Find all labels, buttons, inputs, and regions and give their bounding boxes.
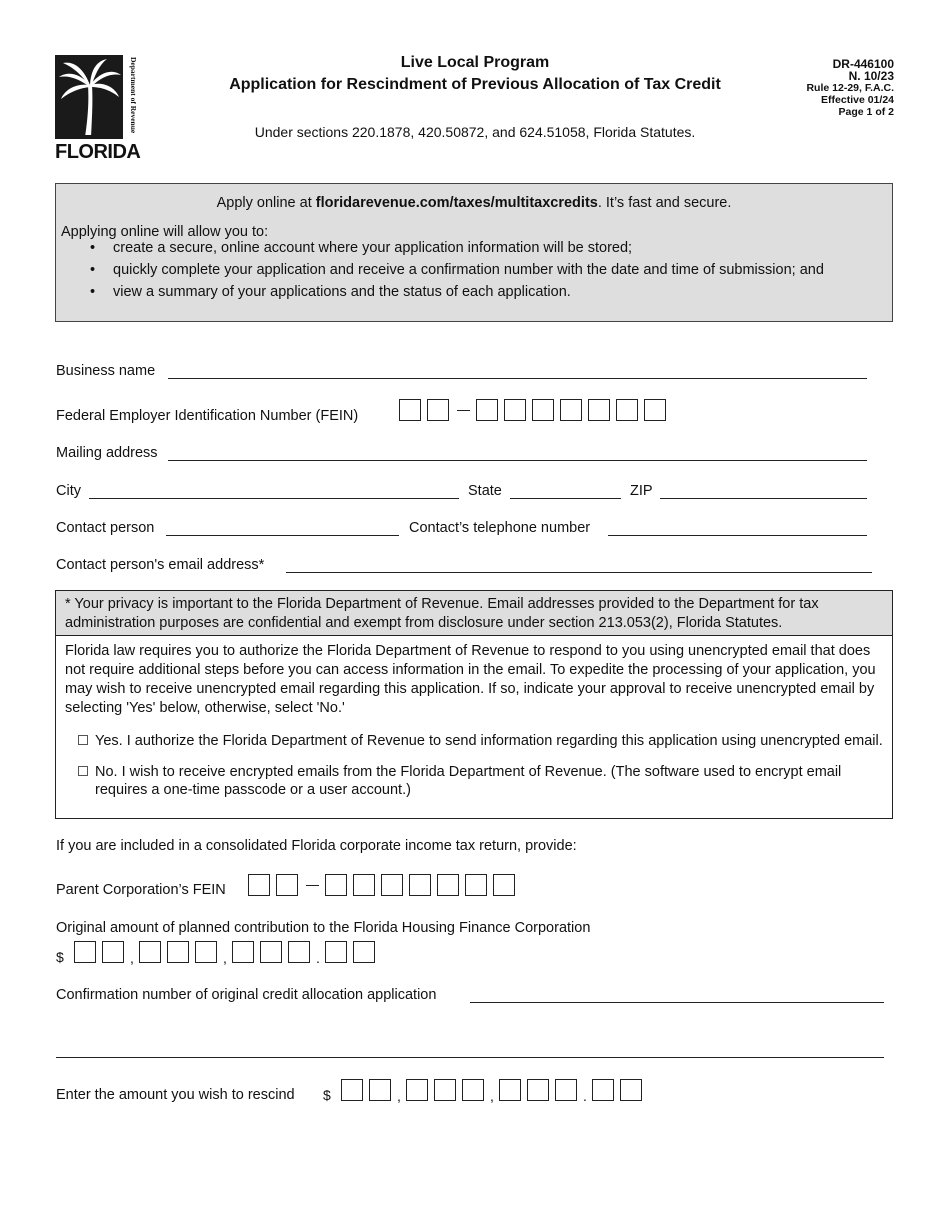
- rescind-amount-digit-box[interactable]: [499, 1079, 521, 1101]
- yes-checkbox[interactable]: [78, 735, 88, 745]
- rescind-amount-digit-box[interactable]: [592, 1079, 614, 1101]
- fein-dash: [457, 410, 470, 411]
- fein-digit-box[interactable]: [616, 399, 638, 421]
- original-amount-digit-box[interactable]: [260, 941, 282, 963]
- original-amount-digit-box[interactable]: [325, 941, 347, 963]
- form-number: DR-446100: [832, 57, 894, 71]
- parent-fein-digit-box[interactable]: [248, 874, 270, 896]
- statutes: Under sections 220.1878, 420.50872, and 624.51058, Florida Statutes.: [254, 124, 696, 140]
- parent-fein-digit-box[interactable]: [353, 874, 375, 896]
- rescind-amount-digit-box[interactable]: [462, 1079, 484, 1101]
- contact-email-field[interactable]: [286, 572, 872, 573]
- contact-phone-label: Contact’s telephone number: [409, 520, 591, 536]
- original-amount-digit-box[interactable]: [167, 941, 189, 963]
- parent-fein-digit-box[interactable]: [493, 874, 515, 896]
- florida-dor-logo: [55, 55, 141, 163]
- mailing-address-label: Mailing address: [56, 445, 158, 461]
- list-item: • quickly complete your application and receive a confirmation number with the date and time of submission; and: [86, 259, 824, 281]
- apply-online-link[interactable]: floridarevenue.com/taxes/multitaxcredits: [315, 195, 598, 211]
- fein-digit-box[interactable]: [476, 399, 498, 421]
- apply-online-line: Apply online at floridarevenue.com/taxes/multitaxcredits. It’s fast and secure.: [216, 195, 732, 211]
- fein-digit-box[interactable]: [560, 399, 582, 421]
- parent-fein-label: Parent Corporation’s FEIN: [56, 882, 226, 898]
- unencrypted-email-disclosure: Florida law requires you to authorize the Florida Department of Revenue to respond to you using unencrypted email that does not require additional steps before you can access information in the email. To expedite the processing of your application, you may wish to receive unencrypted email regarding this application. If so, indicate your approval to receive unencrypted email by selecting 'Yes' below, otherwise, select 'No.': [65, 643, 876, 716]
- business-name-field[interactable]: [168, 378, 867, 379]
- contact-person-label: Contact person: [56, 520, 155, 536]
- rescind-amount-digit-box[interactable]: [527, 1079, 549, 1101]
- original-amount-label: Original amount of planned contribution to the Florida Housing Finance Corporation: [56, 920, 591, 936]
- original-amount-digit-box[interactable]: [74, 941, 96, 963]
- decimal-point: .: [316, 950, 320, 966]
- logo-state-text: FLORIDA: [55, 141, 141, 163]
- comma-separator: ,: [490, 1088, 494, 1104]
- consolidated-return-instruction: If you are included in a consolidated Florida corporate income tax return, provide:: [56, 838, 577, 854]
- benefits-list: [86, 237, 824, 303]
- business-name-label: Business name: [56, 363, 156, 379]
- form-title: Application for Rescindment of Previous Allocation of Tax Credit: [229, 76, 721, 93]
- email-option-yes[interactable]: [65, 732, 883, 750]
- original-amount-digit-box[interactable]: [288, 941, 310, 963]
- fein-label: Federal Employer Identification Number (FEIN): [56, 408, 359, 424]
- confirmation-number-label: Confirmation number of original credit allocation application: [56, 987, 437, 1003]
- parent-fein-digit-box[interactable]: [325, 874, 347, 896]
- mailing-address-field[interactable]: [168, 460, 867, 461]
- rescind-amount-digit-box[interactable]: [434, 1079, 456, 1101]
- yes-option-label: Yes. I authorize the Florida Department of Revenue to send information regarding this application using unencrypted email.: [95, 733, 883, 749]
- currency-symbol: $: [56, 949, 64, 965]
- fein-digit-box[interactable]: [399, 399, 421, 421]
- comma-separator: ,: [130, 950, 134, 966]
- form-revision: N. 10/23: [848, 69, 894, 83]
- original-amount-digit-box[interactable]: [353, 941, 375, 963]
- email-option-no[interactable]: [65, 763, 883, 799]
- state-label: State: [468, 483, 502, 499]
- contact-email-label: Contact person's email address*: [56, 557, 265, 573]
- list-item: • view a summary of your applications and the status of each application.: [86, 281, 824, 303]
- parent-fein-digit-box[interactable]: [276, 874, 298, 896]
- original-amount-digit-box[interactable]: [102, 941, 124, 963]
- svg-text:Department of Revenue: Department of Revenue: [129, 57, 138, 134]
- original-amount-digit-box[interactable]: [139, 941, 161, 963]
- list-item: • create a secure, online account where your application information will be stored;: [86, 237, 824, 259]
- rescind-amount-digit-box[interactable]: [406, 1079, 428, 1101]
- state-field[interactable]: [510, 498, 621, 499]
- parent-fein-digit-box[interactable]: [409, 874, 431, 896]
- fein-digit-box[interactable]: [644, 399, 666, 421]
- apply-online-box: [55, 183, 893, 322]
- city-label: City: [56, 483, 81, 499]
- original-amount-digit-box[interactable]: [232, 941, 254, 963]
- privacy-notice: * Your privacy is important to the Florida Department of Revenue. Email addresses provided to the Department for tax administration purposes are confidential and exempt from disclosure under section 213.053(2), Florida Statutes.: [56, 591, 892, 636]
- rescind-amount-label: Enter the amount you wish to rescind: [56, 1087, 295, 1103]
- program-title: Live Local Program: [400, 54, 550, 71]
- contact-phone-field[interactable]: [608, 535, 867, 536]
- parent-fein-digit-box[interactable]: [465, 874, 487, 896]
- currency-symbol: $: [323, 1087, 331, 1103]
- fein-digit-box[interactable]: [588, 399, 610, 421]
- contact-person-field[interactable]: [166, 535, 399, 536]
- comma-separator: ,: [223, 950, 227, 966]
- parent-fein-dash: [306, 885, 319, 886]
- rescind-amount-digit-box[interactable]: [341, 1079, 363, 1101]
- no-checkbox[interactable]: [78, 766, 88, 776]
- confirmation-number-field-continued[interactable]: [56, 1057, 884, 1058]
- fein-digit-box[interactable]: [504, 399, 526, 421]
- zip-field[interactable]: [660, 498, 867, 499]
- rescind-amount-digit-box[interactable]: [555, 1079, 577, 1101]
- form-rule: Rule 12-29, F.A.C.: [806, 82, 894, 94]
- page-number: Page 1 of 2: [838, 106, 894, 118]
- parent-fein-digit-box[interactable]: [437, 874, 459, 896]
- privacy-notice-box: [55, 590, 893, 819]
- city-field[interactable]: [89, 498, 459, 499]
- no-option-label: No. I wish to receive encrypted emails from the Florida Department of Revenue. (The software used to encrypt email requires a one-time passcode or a user account.): [95, 764, 842, 798]
- fein-digit-box[interactable]: [532, 399, 554, 421]
- rescind-amount-digit-box[interactable]: [620, 1079, 642, 1101]
- apply-online-intro: Applying online will allow you to:: [61, 224, 269, 240]
- form-identifier: [806, 58, 894, 118]
- comma-separator: ,: [397, 1088, 401, 1104]
- fein-digit-box[interactable]: [427, 399, 449, 421]
- zip-label: ZIP: [630, 483, 653, 499]
- decimal-point: .: [583, 1088, 587, 1104]
- form-effective: Effective 01/24: [821, 94, 894, 106]
- original-amount-digit-box[interactable]: [195, 941, 217, 963]
- confirmation-number-field[interactable]: [470, 1002, 884, 1003]
- parent-fein-digit-box[interactable]: [381, 874, 403, 896]
- rescind-amount-digit-box[interactable]: [369, 1079, 391, 1101]
